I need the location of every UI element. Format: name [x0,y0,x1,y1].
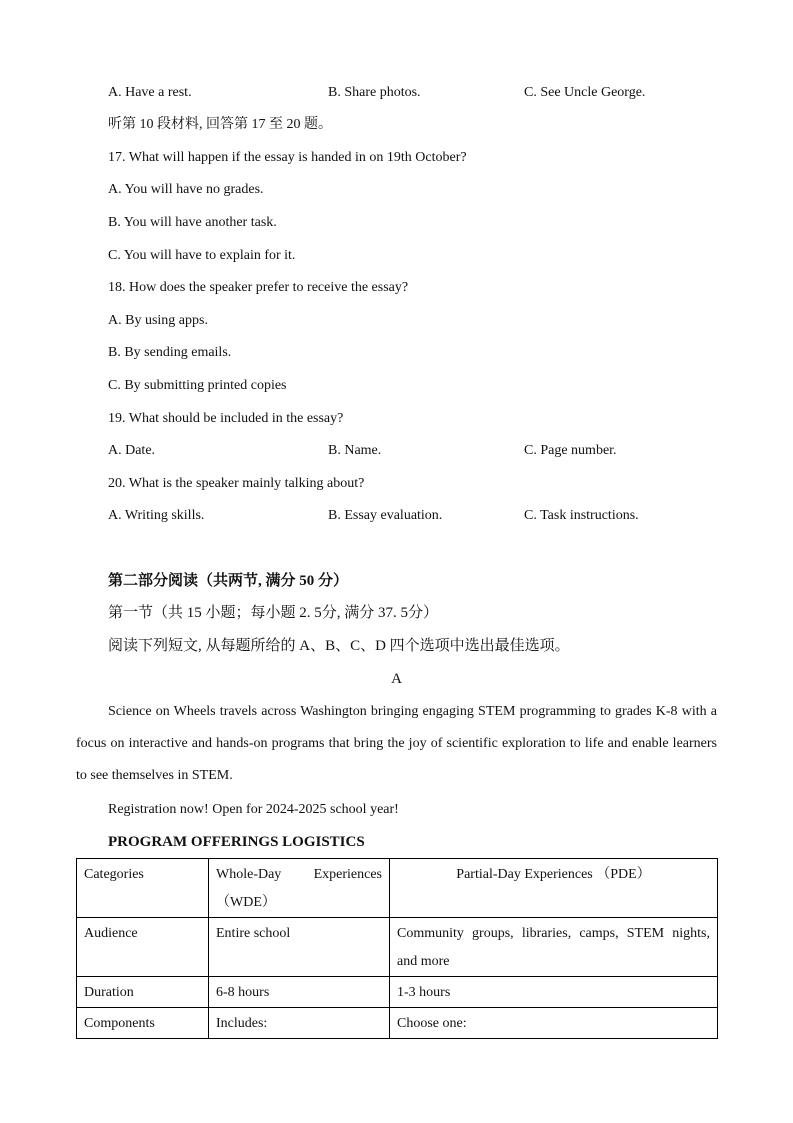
q20-option-a: A. Writing skills. [108,508,205,523]
duration-wde: 6-8 hours [209,977,390,1008]
q18-option-a: A. By using apps. [108,313,208,328]
audience-pde [390,918,718,977]
passage-label: A [391,671,402,687]
duration-pde: 1-3 hours [390,977,718,1008]
q16-option-c: C. See Uncle George. [524,85,646,100]
passage-intro [76,696,717,792]
table-row [77,1008,718,1039]
header-pde-text: Partial-Day Experiences （PDE） [456,867,651,882]
header-wde [209,859,390,918]
header-wde-word1: Whole-Day [216,867,282,882]
q18-stem: 18. How does the speaker prefer to receive the essay? [108,280,409,295]
q19-option-c: C. Page number. [524,443,617,458]
q20-stem: 20. What is the speaker mainly talking about? [108,476,365,491]
q17-option-b: B. You will have another task. [108,215,277,230]
table-header-row [77,859,718,918]
reading-instruction: 阅读下列短文, 从每题所给的 A、B、C、D 四个选项中选出最佳选项。 [108,638,570,654]
q19-option-b: B. Name. [328,443,382,458]
audience-pde-text: Community groups, libraries, camps, STEM nights, and more [397,926,710,969]
q16-option-b: B. Share photos. [328,85,421,100]
q17-stem: 17. What will happen if the essay is handed in on 19th October? [108,150,467,165]
table-row [77,977,718,1008]
components-wde: Includes: [209,1008,390,1039]
q20-option-b: B. Essay evaluation. [328,508,443,523]
q19-option-a: A. Date. [108,443,156,458]
q20-option-c: C. Task instructions. [524,508,639,523]
header-wde-line1 [216,861,382,889]
passage-intro-text: Science on Wheels travels across Washington bringing engaging STEM programming to grades K-8 with a focus on interactive and hands-on programs that bring the joy of scientific exploration to life and enable learners to see themselves in STEM. [76,704,717,783]
row-label-audience: Audience [77,918,209,977]
header-wde-word2: Experiences [313,867,382,882]
header-categories: Categories [77,859,209,918]
q16-option-a: A. Have a rest. [108,85,192,100]
q18-option-b: B. By sending emails. [108,345,232,360]
section10-instruction: 听第 10 段材料, 回答第 17 至 20 题。 [108,117,332,132]
q17-option-c: C. You will have to explain for it. [108,248,296,263]
header-wde-abbrev: （WDE） [216,895,276,910]
section1-title: 第一节（共 15 小题；每小题 2. 5分, 满分 37. 5分） [108,605,439,621]
part2-title: 第二部分阅读（共两节, 满分 50 分） [108,573,349,589]
table-title: PROGRAM OFFERINGS LOGISTICS [108,834,365,850]
header-pde [390,859,718,918]
q18-option-c: C. By submitting printed copies [108,378,287,393]
registration-line: Registration now! Open for 2024-2025 school year! [108,802,399,817]
audience-wde: Entire school [209,918,390,977]
q19-stem: 19. What should be included in the essay? [108,411,344,426]
row-label-components: Components [77,1008,209,1039]
row-label-duration: Duration [77,977,209,1008]
table-row [77,918,718,977]
components-pde: Choose one: [390,1008,718,1039]
q17-option-a: A. You will have no grades. [108,182,264,197]
program-offerings-table [76,858,718,1039]
